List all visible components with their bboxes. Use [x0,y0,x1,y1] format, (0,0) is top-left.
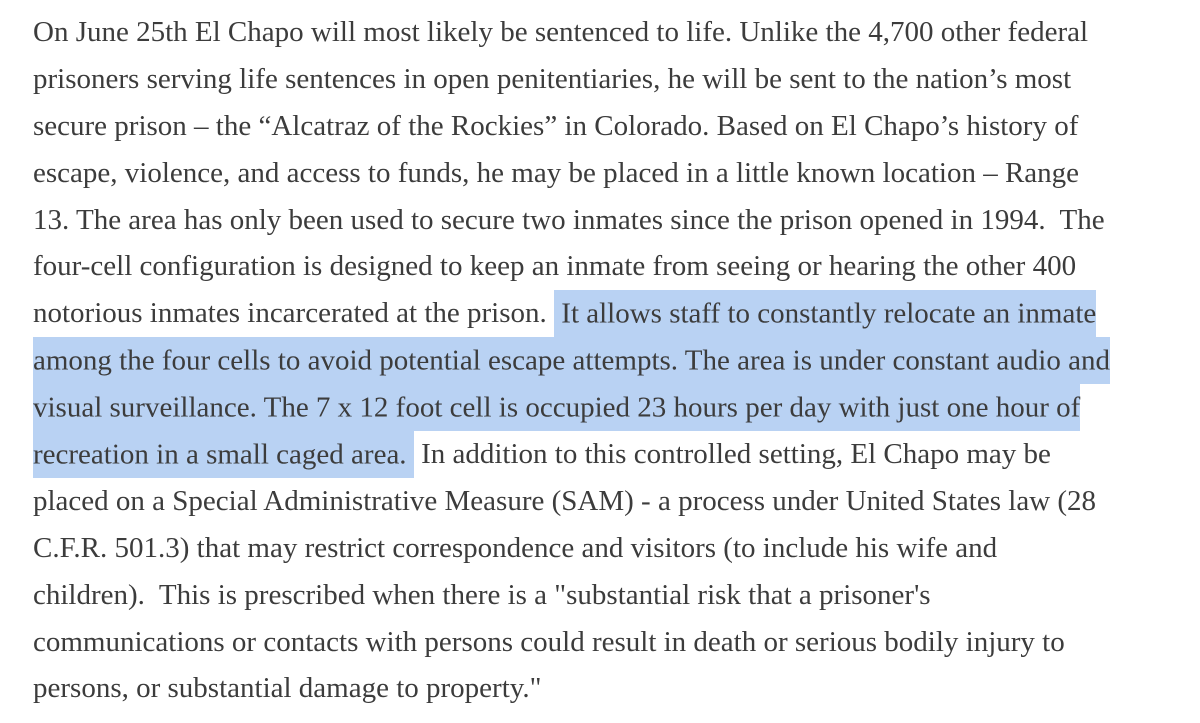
text-segment: notorious inmates incarcerated at the prison. [33,297,555,330]
text-segment: persons, or substantial damage to property." [33,672,542,705]
text-line [33,619,1130,666]
text-line [33,478,1130,525]
text-segment: four-cell configuration is designed to keep an inmate from seeing or hearing the other 400 [33,250,1077,283]
text-line [33,9,1130,56]
text-segment: communications or contacts with persons could result in death or serious bodily injury to [33,625,1065,658]
text-segment: 13. The area has only been used to secure two inmates since the prison opened in 1994. The [33,203,1105,236]
text-line [33,665,1130,712]
text-line [33,103,1130,150]
text-line [33,572,1130,619]
text-segment: escape, violence, and access to funds, he may be placed in a little known location – Range [33,156,1080,189]
text-line [33,525,1130,572]
selection-highlight: recreation in a small caged area. [33,431,414,478]
text-segment: C.F.R. 501.3) that may restrict correspondence and visitors (to include his wife and [33,531,998,564]
selection-highlight: visual surveillance. The 7 x 12 foot cell is occupied 23 hours per day with just one hour of [33,384,1080,431]
text-line [33,384,1130,431]
text-line [33,290,1130,337]
text-segment: On June 25th El Chapo will most likely be sentenced to life. Unlike the 4,700 other federal [33,16,1089,48]
selection-highlight: among the four cells to avoid potential escape attempts. The area is under constant audio and [33,337,1110,384]
text-segment: children). This is prescribed when there is a "substantial risk that a prisoner's [33,578,931,611]
text-segment: placed on a Special Administrative Measure (SAM) - a process under United States law (28 [33,484,1097,517]
text-line [33,197,1130,244]
text-segment: prisoners serving life sentences in open penitentiaries, he will be sent to the nation’s most [33,62,1072,95]
text-line [33,150,1130,197]
paragraph [33,9,1130,712]
text-line [33,243,1130,290]
text-line [33,56,1130,103]
text-line [33,337,1130,384]
text-segment: secure prison – the “Alcatraz of the Rockies” in Colorado. Based on El Chapo’s history of [33,109,1079,142]
text-segment: In addition to this controlled setting, El Chapo may be [413,438,1051,471]
selection-highlight: It allows staff to constantly relocate an inmate [554,290,1096,337]
text-line [33,431,1130,478]
